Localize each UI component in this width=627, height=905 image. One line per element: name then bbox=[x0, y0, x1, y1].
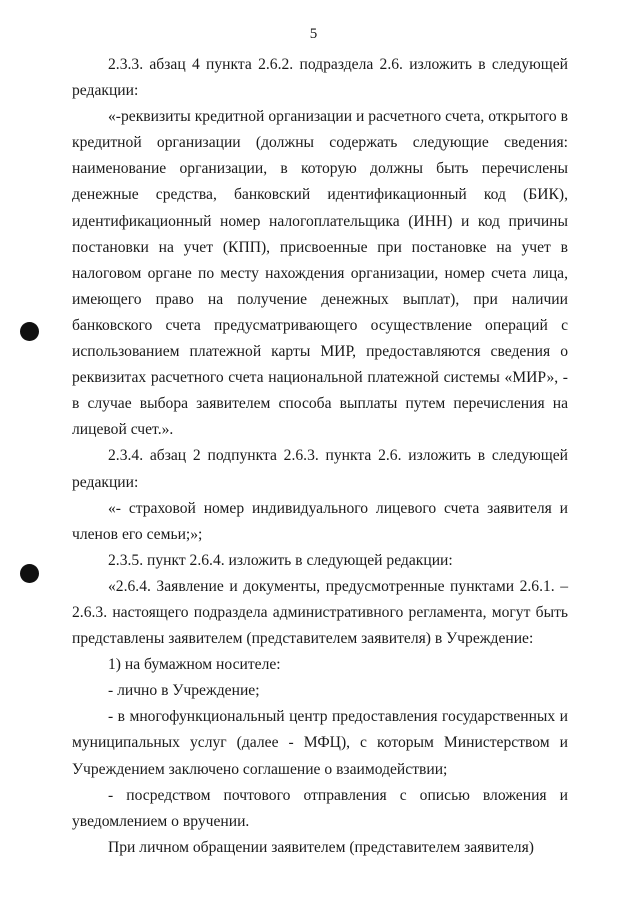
punch-hole-mark bbox=[20, 322, 39, 341]
paragraph: 1) на бумажном носителе: bbox=[108, 656, 281, 674]
paragraph: - лично в Учреждение; bbox=[108, 682, 260, 700]
paragraph: 2.3.3. абзац 4 пункта 2.6.2. подраздела 2.6. изложить в следующей редакции: bbox=[72, 56, 568, 100]
paragraph: 2.3.4. абзац 2 подпункта 2.6.3. пункта 2.6. изложить в следующей редакции: bbox=[72, 447, 568, 491]
page-number: 5 bbox=[309, 26, 318, 42]
paragraph: При личном обращении заявителем (представителем заявителя) bbox=[108, 838, 534, 856]
paragraph: «- страховой номер индивидуального лицевого счета заявителя и членов его семьи;»; bbox=[72, 499, 568, 543]
paragraph: 2.3.5. пункт 2.6.4. изложить в следующей редакции: bbox=[108, 551, 453, 569]
paragraph: «2.6.4. Заявление и документы, предусмотренные пунктами 2.6.1. – 2.6.3. настоящего подраздела административного регламента, могут быть представлены заявителем (представителем заявителя) в Учреждение: bbox=[72, 577, 568, 648]
document-body bbox=[72, 52, 568, 861]
paragraph: «-реквизиты кредитной организации и расчетного счета, открытого в кредитной организации (должны содержать следующие сведения: наименование организации, в которую должны быть перечислены денежные средства, банковский идентификационный код (БИК), идентификационный номер налогоплательщика (ИНН) и код причины постановки на учет (КПП), присвоенные при постановке на учет в налоговом органе по месту нахождения организации, номер счета лица, имеющего право на получение денежных выплат), при наличии банковского счета предусматривающего осуществление операций с использованием платежной карты МИР, предоставляются сведения о реквизитах расчетного счета национальной платежной системы «МИР», - в случае выбора заявителем способа выплаты путем перечисления на лицевой счет.». bbox=[72, 108, 568, 439]
punch-hole-mark bbox=[20, 564, 39, 583]
paragraph: - посредством почтового отправления с описью вложения и уведомлением о вручении. bbox=[72, 786, 568, 830]
paragraph: - в многофункциональный центр предоставления государственных и муниципальных услуг (далее - МФЦ), с которым Министерством и Учреждением заключено соглашение о взаимодействии; bbox=[72, 708, 568, 778]
